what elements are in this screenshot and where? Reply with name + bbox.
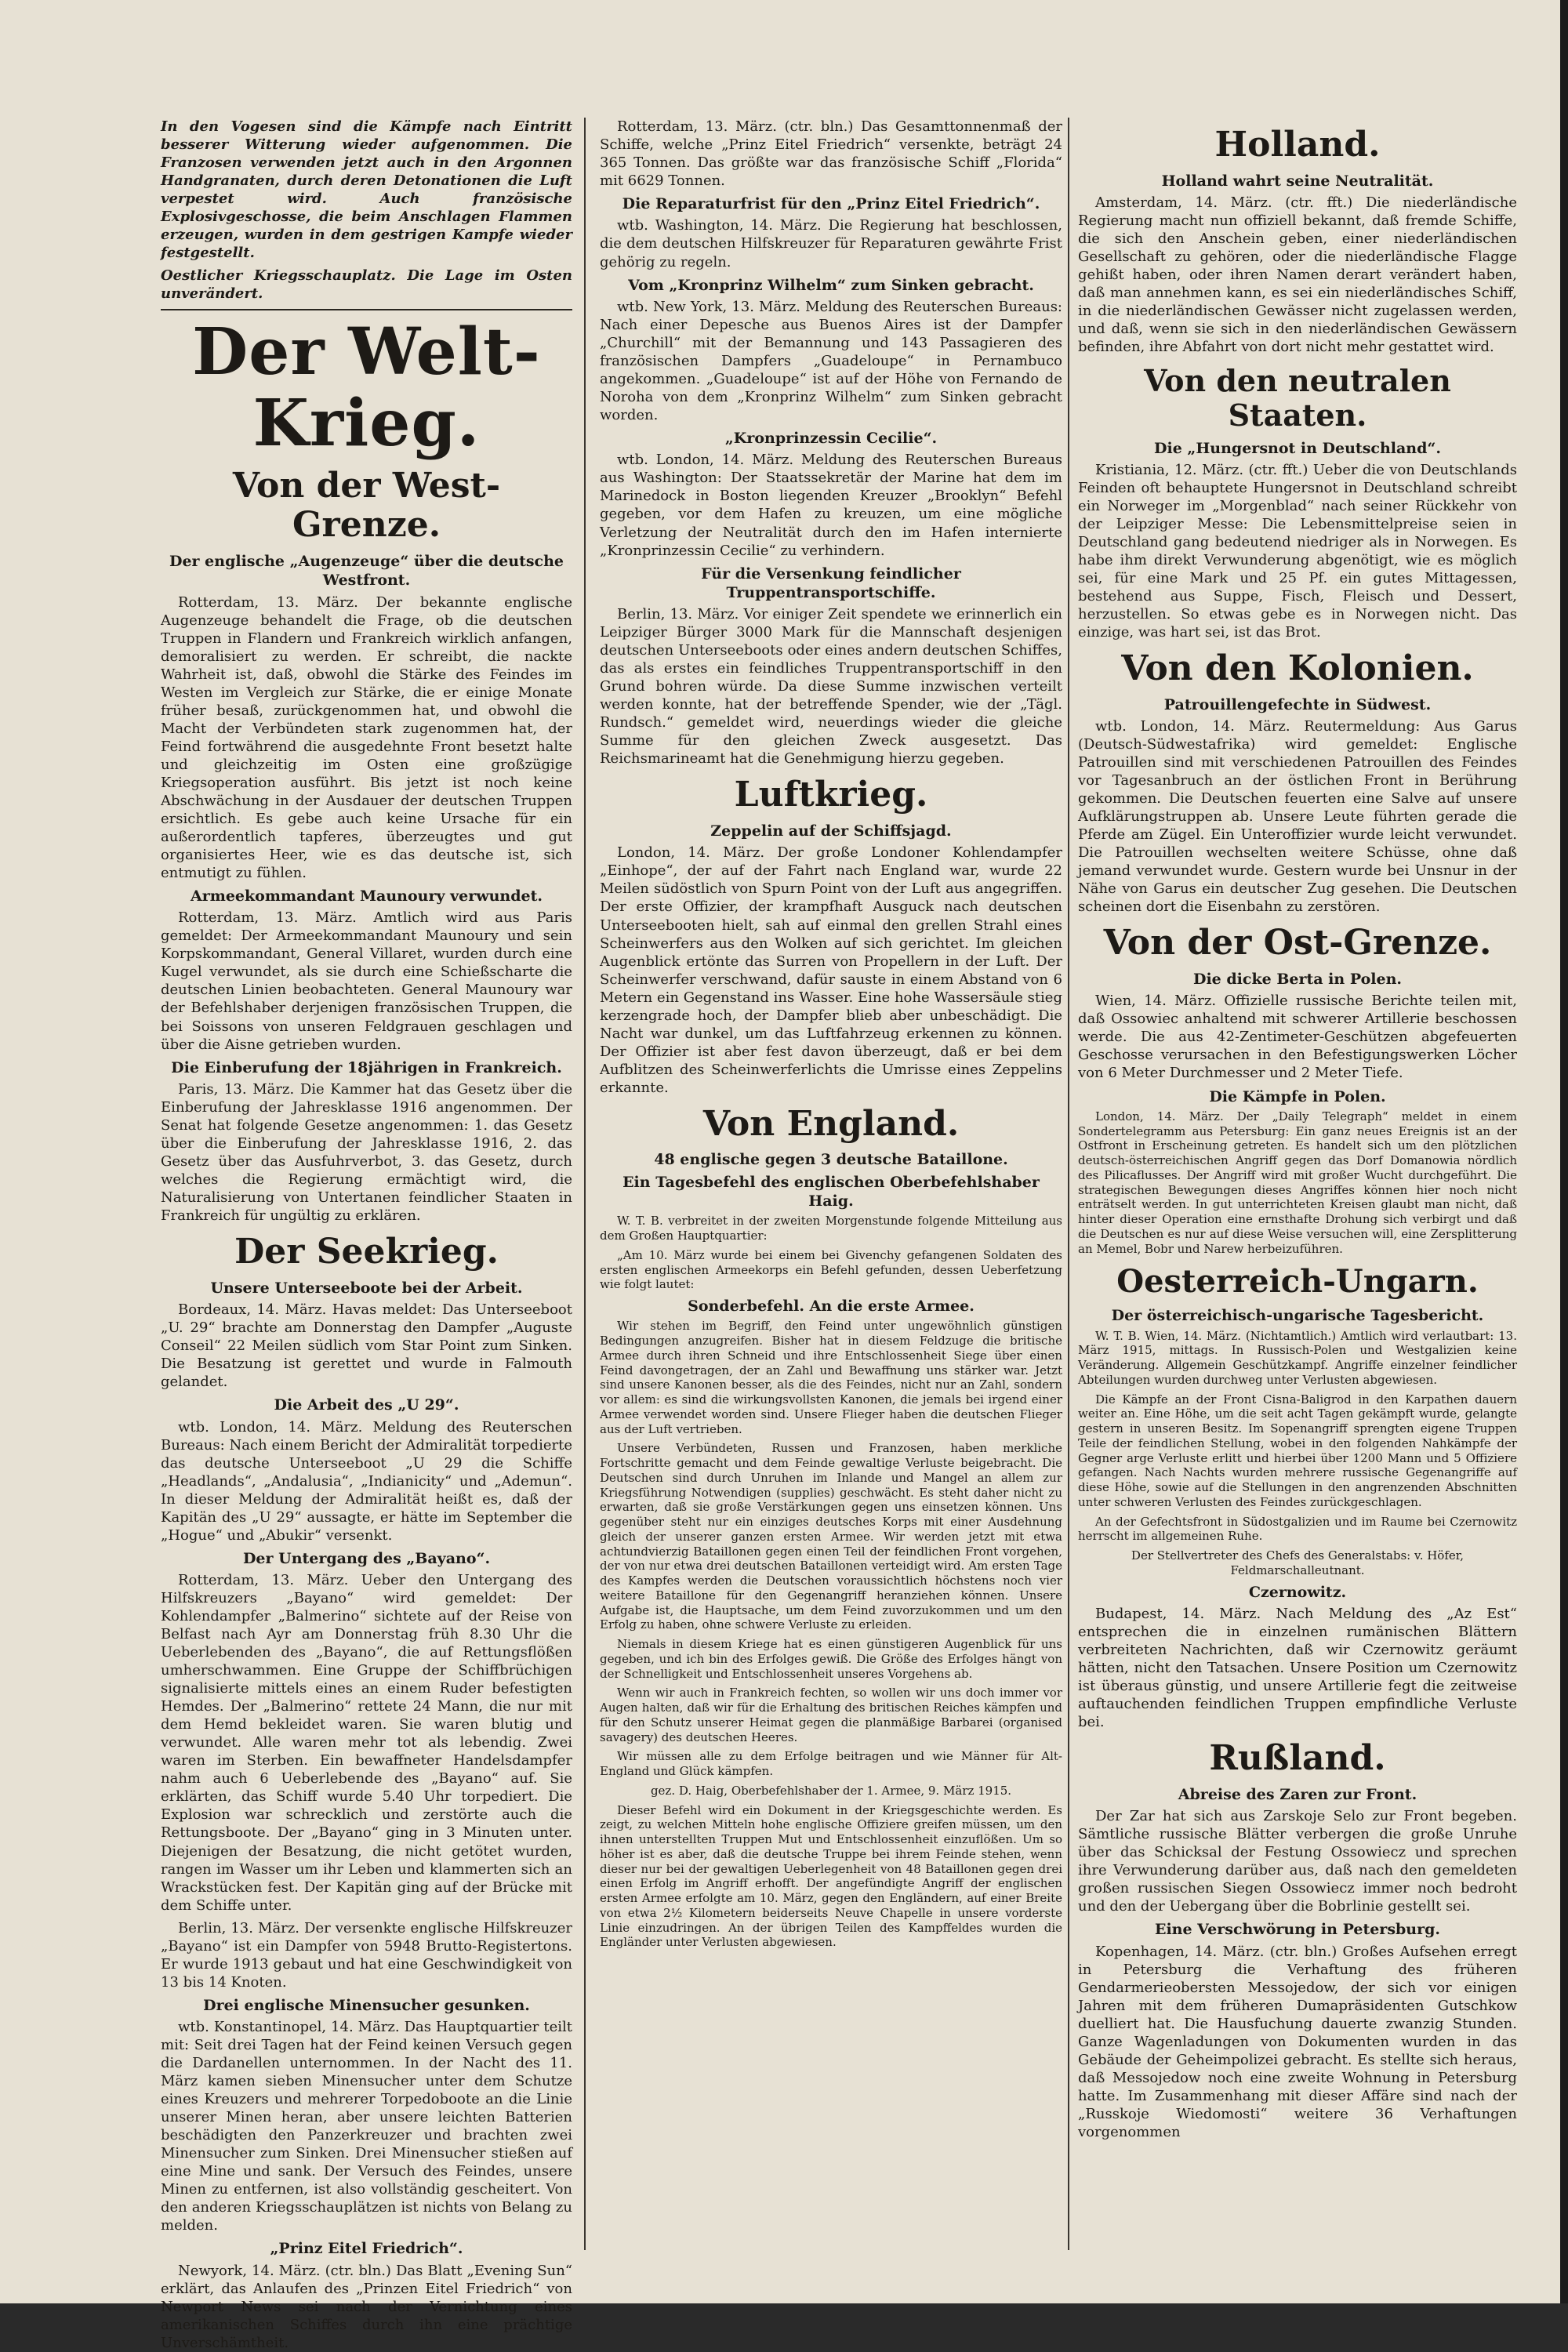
scan-edge — [1560, 0, 1568, 2303]
divider — [161, 309, 572, 310]
minensucher-headline: Drei englische Minensucher gesunken. — [203, 1996, 530, 2014]
eitel-text: Newyork, 14. März. (ctr. bln.) Das Blatt „Evening Sun“ erklärt, das Anlaufen des „Prinzen Eitel Friedrich“ von Newport News sei nach der Vernichtung eines amerikanischen Schiffes durch ihn eine prächtige Unverschämtheit. — [161, 2262, 572, 2351]
polen-headline: Die Kämpfe in Polen. — [1209, 1087, 1386, 1105]
section-oesterreich-title: Oesterreich-Ungarn. — [1116, 1263, 1479, 1301]
haig-paragraph-5: Wir müssen alle zu dem Erfolge beitragen und wie Männer für Alt-England und Glück kämpfen. — [600, 1749, 1062, 1779]
haig-intro: W. T. B. verbreitet in der zweiten Morgenstunde folgende Mitteilung aus dem Großen Hauptquartier: — [600, 1214, 1062, 1243]
versenkung-text: Berlin, 13. März. Vor einiger Zeit spendete we erinnerlich ein Leipziger Bürger 3000 Mark für die Mannschaft desjenigen deutschen Unterseeboots oder eines andern deutschen Schiffes, das als erstes ein feindliches Truppentransportschiff in den Grund bohren würde. Da diese Summe inzwischen verteilt werden konnte, hat der betreffende Spender, wie der „Tägl. Rundsch.“ gemeldet wird, neuerdings wieder die gleiche Summe für den gleichen Zweck ausgesetzt. Das Reichsmarineamt hat die Genehmigung hierzu gegeben. — [600, 606, 1062, 768]
augenzeuge-headline: Der englische „Augenzeuge“ über die deutsche Westfront. — [169, 552, 564, 590]
column-1 — [161, 118, 572, 2351]
neutral-headline: Die „Hungersnot in Deutschland“. — [1154, 439, 1441, 457]
maunoury-text: Rotterdam, 13. März. Amtlich wird aus Paris gemeldet: Der Armeekommandant Maunoury und sein Korpskommandant, General Villaret, wurden durch eine Kugel verwundet, als sie durch eine Schießscharte die deutschen Linien beobachteten. General Maunoury war der Befehlshaber derjenigen französischen Truppen, die bei Soissons von unseren Feldgrauen geschlagen und über die Aisne getrieben wurden. — [161, 909, 572, 1053]
masthead-title: Der Welt-Krieg. — [192, 314, 541, 461]
column-3 — [1078, 118, 1517, 2250]
haig-paragraph-1: Wir stehen im Begriff, den Feind unter ungewöhnlich günstigen Bedingungen anzugreifen. Bisher hat in diesem Feldzuge die britische Armee durch ihren Schneid und ihre Entschlossenheit Siege über einen Feind davongetragen, der an Zahl und Bewaffnung uns stärker war. Jetzt sind unsere Kanonen besser, als die des Feindes, nicht nur an Zahl, sondern vor allem: es sind die wirkungsvollsten Kanonen, die jemals bei irgend einer Armee verwendet worden sind. Unsere Flieger haben die deutschen Flieger aus der Luft vertrieben. — [600, 1319, 1062, 1436]
reparatur-headline: Die Reparaturfrist für den „Prinz Eitel Friedrich“. — [622, 195, 1040, 213]
column-rule-left — [584, 118, 586, 2250]
bayano-headline: Der Untergang des „Bayano“. — [242, 1549, 491, 1567]
section-west-title: Von der West-Grenze. — [232, 465, 501, 546]
bayano-text-2: Berlin, 13. März. Der versenkte englische Hilfskreuzer „Bayano“ ist ein Dampfer von 5948 Brutto-Registertons. Er wurde 1913 gebaut und hat eine Geschwindigkeit von 13 bis 14 Knoten. — [161, 1919, 572, 1991]
section-seekrieg-title: Der Seekrieg. — [234, 1232, 499, 1272]
unterseeboote-headline: Unsere Unterseeboote bei der Arbeit. — [210, 1279, 523, 1297]
osten-note: Oestlicher Kriegsschauplatz. Die Lage im Osten unverändert. — [161, 267, 572, 303]
wilhelm-text: wtb. New York, 13. März. Meldung des Reuterschen Bureaus: Nach einer Depesche aus Buenos Aires ist der Dampfer „Churchill“ mit der Bemannung und 143 Passagieren des französischen Dampfers „Guadeloupe“ in Pernambuco angekommen. „Guadeloupe“ ist auf der Höhe von Fernando de Noroha von dem „Kronprinz Wilhelm“ zum Sinken gebracht worden. — [600, 298, 1062, 424]
cecilie-headline: „Kronprinzessin Cecilie“. — [724, 430, 938, 448]
kolonien-text: wtb. London, 14. März. Reutermeldung: Aus Garus (Deutsch-Südwestafrika) wird gemeldet: Englische Patrouillen sind mit verschiedenen Patrouillen des Feindes vor Tagesanbruch an der östlichen Front in Berührung gekommen. Die Deutschen feuerten eine Salve auf unsere Aufklärungstruppen ab. Unsere Leute führten gerade die Pferde am Zügel. Ein Unteroffizier wurde leicht verwundet. Die Patrouillen wechselten weitere Schüsse, ohne daß jemand verwundet wurde. Gestern wurde bei Unsnur in der Nähe von Garus ein deutscher Zug gesehen. Die Deutschen scheinen dort die Eisenbahn zu zerstören. — [1078, 718, 1517, 916]
u29-headline: Die Arbeit des „U 29“. — [274, 1396, 459, 1414]
column-2 — [600, 118, 1062, 2250]
kolonien-headline: Patrouillengefechte in Südwest. — [1163, 695, 1432, 713]
oesterreich-headline: Der österreichisch-ungarische Tagesbericht. — [1111, 1307, 1484, 1325]
haig-paragraph-2: Unsere Verbündeten, Russen und Franzosen, haben merkliche Fortschritte gemacht und dem Feinde gewaltige Verluste beigebracht. Die Deutschen sind durch Unruhen im Inlande und Mangel an allem zur Kriegsführung Notwendigen (supplies) geschwächt. Es steht daher nicht zu erwarten, daß sie große Verstärkungen gegen uns einsetzen können. Uns gegenüber steht nur ein einziges deutsches Korps mit einer Ausdehnung gleich der unserer ganzen ersten Armee. Wir werden jetzt mit etwa achtundvierzig Bataillonen gegen einen Teil der feindlichen Front vorgehen, der von nur etwa drei deutschen Bataillonen verteidigt wird. Am ersten Tage des Kampfes werden die Deutschen voraussichtlich höchstens noch vier weitere Bataillone für den Gegenangriff heranziehen können. Unsere Aufgabe ist, die Hauptsache, um dem Feind zuvorzukommen und um den Erfolg zu haben, ohne schwere Verluste zu erleiden. — [600, 1441, 1062, 1632]
augenzeuge-text: Rotterdam, 13. März. Der bekannte englische Augenzeuge behandelt die Frage, ob die deutschen Truppen in Flandern und Frankreich wirklich anfangen, demoralisiert zu werden. Er schreibt, die nackte Wahrheit ist, daß, obwohl die Stärke des Feindes im Westen im Vergleich zur Stärke, die er einige Monate früher besaß, zurückgenommen hat, und obwohl die Macht der Verbündeten stark zugenommen hat, der Feind fortwährend die ausgedehnte Front besetzt halte und gleichzeitig im Osten eine großzügige Kriegsoperation ausführt. Bis jetzt ist noch keine Abschwächung in der Ausdauer der deutschen Truppen ersichtlich. Es gebe auch keine Ursache für ein außerordentlich tapferes, überzeugtes und gut organisiertes Heer, wie es das deutsche ist, sich entmutigt zu fühlen. — [161, 593, 572, 881]
section-england-title: Von England. — [702, 1103, 960, 1144]
eitel-headline: „Prinz Eitel Friedrich“. — [270, 2240, 463, 2258]
sonderbefehl-headline: Sonderbefehl. An die erste Armee. — [688, 1298, 975, 1316]
oesterreich-block — [1078, 1329, 1517, 1578]
cecilie-text: wtb. London, 14. März. Meldung des Reuterschen Bureaus aus Washington: Der Staatssekretär der Marine hat dem im Marinedock in Boston liegenden Kreuzer „Brooklyn“ Befehl gegeben, vor dem Hafen zu kreuzen, um eine mögliche Verletzung der Neutralität durch den im Hafen internierte „Kronprinzessin Cecilie“ zu verhindern. — [600, 452, 1062, 559]
haig-paragraph-3: Niemals in diesem Kriege hat es einen günstigeren Augenblick für uns gegeben, und ich bin des Erfolges gewiß. Die Größe des Erfolges hängt von der Schnelligkeit und Entschlossenheit unseres Vorgehens ab. — [600, 1637, 1062, 1681]
oesterreich-text-3: An der Gefechtsfront in Südostgalizien und im Raume bei Czernowitz herrscht im allgemeinen Ruhe. — [1078, 1514, 1517, 1544]
zeppelin-headline: Zeppelin auf der Schiffsjagd. — [710, 822, 952, 840]
oesterreich-text-2: Die Kämpfe an der Front Cisna-Baligrod in den Karpathen dauern weiter an. Eine Höhe, um die seit acht Tagen gekämpft wurde, gelangte gestern in unseren Besitz. Im Sopenangriff sprengten eigene Truppen Teile der feindlichen Stellung, wobei in den folgenden Nahkämpfe der Gegner arge Verluste erlitt und hierbei über 1200 Mann und 5 Offiziere gefangen. Nach Nachts wurden mehrere russische Gegenangriffe auf diese Höhe, sowie auf die Stellungen in den angrenzenden Abschnitten unter schweren Verlusten des Feindes zurückgeschlagen. — [1078, 1392, 1517, 1509]
section-holland-title: Holland. — [1214, 125, 1381, 165]
haig-order — [600, 1214, 1062, 1950]
verschwoerung-headline: Eine Verschwörung in Petersburg. — [1154, 1921, 1441, 1939]
oesterreich-text: W. T. B. Wien, 14. März. (Nichtamtlich.) Amtlich wird verlautbart: 13. März 1915, mittags. In Russisch-Polen und Westgalizien keine Veränderung. Allgemein Geschützkampf. Angriffe einzelner feindlicher Abteilungen wurden durchweg unter Verlusten abgewiesen. — [1078, 1328, 1517, 1387]
tonnage-text: Rotterdam, 13. März. (ctr. bln.) Das Gesamttonnenmaß der Schiffe, welche „Prinz Eitel Friedrich“ versenkte, beträgt 24 365 Tonnen. Das größte war das französische Schiff „Florida“ mit 6629 Tonnen. — [600, 118, 1062, 190]
section-russland-title: Rußland. — [1209, 1738, 1386, 1779]
bataillone-headline: 48 englische gegen 3 deutsche Bataillone. — [654, 1151, 1008, 1169]
versenkung-headline: Für die Versenkung feindlicher Truppentransportschiffe. — [701, 564, 961, 601]
wilhelm-headline: Vom „Kronprinz Wilhelm“ zum Sinken gebracht. — [628, 276, 1034, 294]
polen-text: London, 14. März. Der „Daily Telegraph“ meldet in einem Sondertelegramm aus Petersburg: Ein ganz neues Ereignis ist an der Ostfront in Erscheinung getreten. Es handelt sich um den plötzlichen deutsch-österreichischen Angriff gegen das Dorf Domanowia nördlich des Pilicaflusses. Der Angriff wird mit großer Wucht durchgeführt. Die strategischen Bewegungen dieses Angriffes können hier noch nicht enträtselt werden. In gut unterrichteten Kreisen glaubt man nicht, daß hinter dieser Operation eine ernsthafte Drohung sich verbirgt und daß die Deutschen es nur auf diese Weise versuchen will, eine Zersplitterung an Memel, Bobr und Narew herbeizuführen. — [1078, 1109, 1517, 1256]
polen-block — [1078, 1109, 1517, 1257]
zeppelin-text: London, 14. März. Der große Londoner Kohlendampfer „Einhope“, der auf der Fahrt nach England war, wurde 22 Meilen südöstlich von Spurn Point von der Luft aus angegriffen. Der erste Offizier, der krampfhaft Ausguck nach deutschen Unterseebooten hielt, sah auf einmal den grellen Strahl eines Scheinwerfers aus den Wolken auf sich gerichtet. Im gleichen Augenblick ertönte das Surren von Propellern in der Luft. Der Scheinwerfer verschwand, dafür sauste in einem Abstand von 6 Metern ein Gegenstand ins Wasser. Eine hohe Wassersäule stieg kerzengrade hoch, der Dampfer blieb aber unbeschädigt. Die Nacht war dunkel, um das Luftfahrzeug erkennen zu können. Der Offizier ist aber fest davon überzeugt, daß er bei dem Aufblitzen des Scheinwerferlichts die Umrisse eines Zeppelins erkannte. — [600, 844, 1062, 1096]
maunoury-headline: Armeekommandant Maunoury verwundet. — [190, 887, 543, 905]
verschwoerung-text: Kopenhagen, 14. März. (ctr. bln.) Großes Aufsehen erregt in Petersburg die Verhaftung des früheren Gendarmerieobersten Messojedow, der sich vor einigen Jahren mit dem früheren Dumapräsidenten Gutschkow duelliert hat. Die Hausfuchung dauerte zwanzig Stunden. Ganze Wagenladungen von Dokumenten wurden in das Gebäude der Geheimpolizei gebracht. Es stellte sich heraus, daß Messojedow noch eine zweite Wohnung in Petersburg hatte. Im Zusammenhang mit dieser Affäre sind nach der „Russkoje Wiedomosti“ weitere 36 Verhaftungen vorgenommen — [1078, 1943, 1517, 2140]
einberufung-text: Paris, 13. März. Die Kammer hat das Gesetz über die Einberufung der Jahresklasse 1916 angenommen. Der Senat hat folgende Gesetze angenommen: 1. das Gesetz über die Einberufung der Jahresklasse 1916, 2. das Gesetz über das Ausfuhrverbot, 3. das Gesetz, durch welches die Regierung ermächtigt wird, die Naturalisierung von Untertanen feindlicher Staaten in Frankreich für ungültig zu erklären. — [161, 1080, 572, 1225]
column-rule-right — [1068, 118, 1069, 2250]
haig-paragraph-4: Wenn wir auch in Frankreich fechten, so wollen wir uns doch immer vor Augen halten, daß wir für die Erhaltung des britischen Reiches kämpfen und für den Schutz unserer Heimat gegen die planmäßige Barbarei (organised savagery) des deutschen Heeres. — [600, 1686, 1062, 1744]
haig-headline: Ein Tagesbefehl des englischen Oberbefehlshaber Haig. — [622, 1173, 1040, 1210]
holland-text: Amsterdam, 14. März. (ctr. fft.) Die niederländische Regierung macht nun offiziell bekannt, daß fremde Schiffe, die sich den Anschein geben, einer niederländischen Gesellschaft zu gehören, oder die niederländische Flagge gehißt haben, oder ihren Namen derart verändert haben, daß man annehmen kann, es sei ein niederländisches Schiff, in die niederländischen Gewässer nicht zugelassen werden, und daß, wenn sie sich in den niederländischen Gewässern befinden, ihre Abfahrt von dort nicht mehr gestattet wird. — [1078, 194, 1517, 356]
section-kolonien-title: Von den Kolonien. — [1121, 648, 1474, 689]
einberufung-headline: Die Einberufung der 18jährigen in Frankreich. — [171, 1058, 562, 1076]
holland-headline: Holland wahrt seine Neutralität. — [1161, 172, 1434, 190]
unterseeboote-text: Bordeaux, 14. März. Havas meldet: Das Unterseeboot „U. 29“ brachte am Donnerstag den Dampfer „Auguste Conseil“ 22 Meilen südlich vom Star Point zum Sinken. Die Besatzung ist gerettet und wurde in Falmouth gelandet. — [161, 1301, 572, 1391]
section-luftkrieg-title: Luftkrieg. — [734, 775, 928, 815]
bayano-text: Rotterdam, 13. März. Ueber den Untergang des Hilfskreuzers „Bayano“ wird gemeldet: Der Kohlendampfer „Balmerino“ sichtete auf der Reise von Belfast nach Ayr am Donnerstag früh 8.30 Uhr die Ueberlebenden des „Bayano“, die auf Rettungsflößen umherschwammen. Eine Gruppe der Schiffbrüchigen signalisierte mittels eines an einem Ruder befestigten Hemdes. Der „Balmerino“ rettete 24 Mann, die nur mit dem Hemd bekleidet waren. Sie waren blutig und verwundet. Alle waren mehr tot als lebendig. Zwei waren im Sterben. Ein bewaffneter Handelsdampfer nahm auch 6 Ueberlebende des „Bayano“ auf. Sie erklärten, das Schiff wurde 5.40 Uhr torpediert. Die Explosion war schrecklich und zerstörte auch die Rettungsboote. Der „Bayano“ ging in 3 Minuten unter. Diejenigen der Besatzung, die nicht getötet wurden, rangen im Wasser um ihr Leben und klammerten sich an Wrackstücken fest. Der Kapitän ging auf der Brücke mit dem Schiffe unter. — [161, 1572, 572, 1914]
section-neutral-title: Von den neutralen Staaten. — [1144, 363, 1451, 433]
czernowitz-text: Budapest, 14. März. Nach Meldung des „Az Est“ entsprechen die in einzelnen rumänischen Blättern verbreiteten Nachrichten, daß wir Czernowitz geräumt hätten, nicht den Tatsachen. Unsere Position um Czernowitz ist überaus günstig, und unsere Artillerie fegt die zeitweise auftauchenden feindlichen Truppen empfindliche Verluste bei. — [1078, 1605, 1517, 1731]
haig-intro-2: „Am 10. März wurde bei einem bei Givenchy gefangenen Soldaten des ersten englischen Armeekorps ein Befehl gefunden, dessen Ueberfetzung wie folgt lautet: — [600, 1247, 1062, 1292]
zar-text: Der Zar hat sich aus Zarskoje Selo zur Front begeben. Sämtliche russische Blätter verbergen die große Unruhe über das Schicksal der Festung Ossowiecz und sprechen ihre Verwunderung darüber aus, daß nach den gemeldeten großen russischen Siegen Ossowiecz immer noch bedroht und den der Uebergang über die Bobrlinie gestellt sei. — [1078, 1808, 1517, 1915]
ost-headline: Die dicke Berta in Polen. — [1192, 971, 1403, 989]
minensucher-text: wtb. Konstantinopel, 14. März. Das Hauptquartier teilt mit: Seit drei Tagen hat der Feind keinen Versuch gegen die Dardanellen unternommen. In der Nacht des 11. März kamen sieben Minensucher unter dem Schutze eines Kreuzers und mehrerer Torpedoboote an die Linie unserer Minen heran, aber unsere leichten Batterien beschädigten den Panzerkreuzer und brachten zwei Minensucher zum Sinken. Drei Minensucher stießen auf eine Mine und sank. Der Versuch des Feindes, unsere Minen zu entfernen, ist also vollständig gescheitert. Von den anderen Kriegsschauplätzen ist nichts von Belang zu melden. — [161, 2019, 572, 2234]
haig-signature: gez. D. Haig, Oberbefehlshaber der 1. Armee, 9. März 1915. — [650, 1783, 1012, 1798]
section-ost-title: Von der Ost-Grenze. — [1103, 923, 1492, 964]
neutral-text: Kristiania, 12. März. (ctr. fft.) Ueber die von Deutschlands Feinden oft behauptete Hungersnot in Deutschland schreibt ein Norweger im „Morgenblad“ nach seiner Rückkehr von der Leipziger Messe: Die Lebensmittelpreise seien in Deutschland gang bedeutend niedriger als in Norwegen. Es habe ihm direkt Verwunderung abgenötigt, wie es möglich sei, für eine Mark und 25 Pf. ein gutes Mittagessen, bestehend aus Suppe, Fisch, Fleisch und Dessert, herzustellen. So etwas gebe es in Norwegen nicht. Das einzige, was hart sei, ist das Brot. — [1078, 461, 1517, 641]
ost-text: Wien, 14. März. Offizielle russische Berichte teilen mit, daß Ossowiec anhaltend mit schwerer Artillerie beschossen werde. Die aus 42-Zentimeter-Geschützen abgefeuerten Geschosse verursachen in den Befestigungswerken Löcher von 6 Meter Durchmesser und 2 Meter Tiefe. — [1078, 993, 1517, 1082]
reparatur-text: wtb. Washington, 14. März. Die Regierung hat beschlossen, die dem deutschen Hilfskreuzer für Reparaturen gewährte Frist gehörig zu regeln. — [600, 217, 1062, 270]
oesterreich-signature: Der Stellvertreter des Chefs des Generalstabs: v. Höfer, Feldmarschalleutnant. — [1131, 1548, 1465, 1577]
intro-paragraph: In den Vogesen sind die Kämpfe nach Eintritt besserer Witterung wieder aufgenommen. Die Franzosen verwenden jetzt auch in den Argonnen Handgranaten, durch deren Detonationen die Luft verpestet wird. Auch französische Explosivgeschosse, die beim Anschlagen Flammen erzeugen, wurden in dem gestrigen Kampfe wieder festgestellt. — [161, 118, 572, 262]
haig-paragraph-6: Dieser Befehl wird ein Dokument in der Kriegsgeschichte werden. Es zeigt, zu welchen Mitteln hohe englische Offiziere greifen müssen, um den ihnen unterstellten Truppen Mut und Entschlossenheit einzuflößen. Um so höher ist es aber, daß die deutsche Truppe bei ihrem Feinde stehen, wenn dieser nur bei der gewaltigen Ueberlegenheit von 48 Bataillonen gegen drei einen Erfolg im Angriff erhofft. Der angefündigte Angriff der englischen ersten Armee erfolgte am 10. März, gegen den Engländern, auf einer Breite von etwa 2½ Kilometern beiderseits Neuve Chapelle in unsere vorderste Linie einzudringen. An der übrigen Teilen des Kampffeldes wurden die Engländer unter Verlusten abgewiesen. — [600, 1802, 1062, 1950]
u29-text: wtb. London, 14. März. Meldung des Reuterschen Bureaus: Nach einem Bericht der Admiralität torpedierte das deutsche Unterseeboot „U 29 die Schiffe „Headlands“, „Andalusia“, „Indianicity“ und „Ademun“. In dieser Meldung der Admiralität heißt es, daß der Kapitän des „U 29“ aussagte, er hätte im September die „Hogue“ und „Abukir“ versenkt. — [161, 1418, 572, 1544]
zar-headline: Abreise des Zaren zur Front. — [1178, 1785, 1417, 1803]
czernowitz-headline: Czernowitz. — [1248, 1583, 1347, 1601]
